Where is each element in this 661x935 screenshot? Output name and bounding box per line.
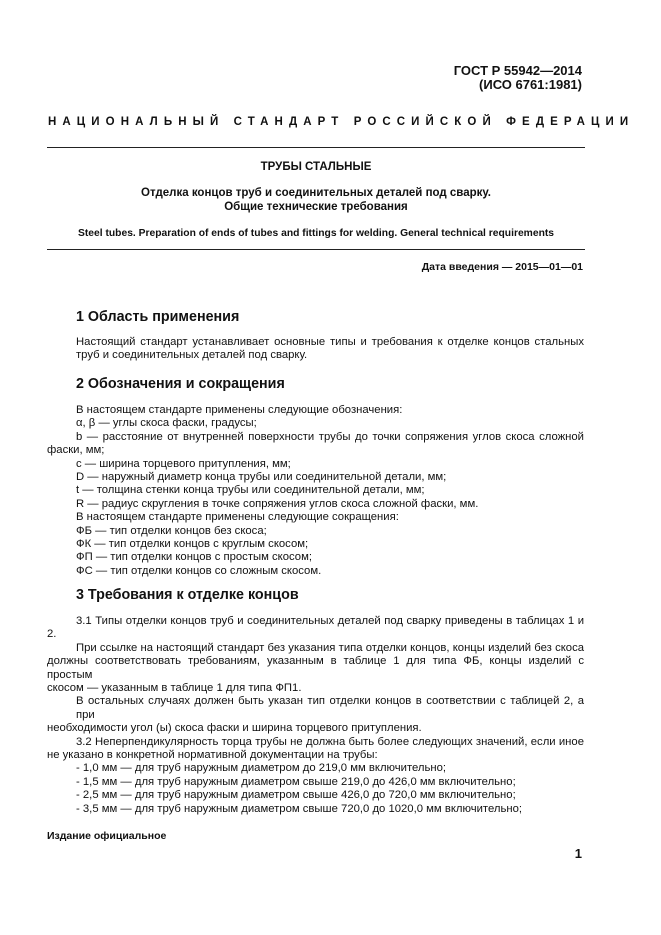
- section-3-line: При ссылке на настоящий стандарт без указания типа отделки концов, концы изделий без скоса: [76, 641, 584, 654]
- header-divider-top: [47, 147, 585, 148]
- section-2-line: R — радиус скругления в точке сопряжения углов скоса сложной фаски, мм.: [76, 497, 479, 510]
- section-2-line: ФК — тип отделки концов с круглым скосом;: [76, 538, 309, 551]
- section-2-line: фаски, мм;: [47, 444, 105, 457]
- section-2-line: D — наружный диаметр конца трубы или соединительной детали, мм;: [76, 471, 447, 484]
- gost-number: ГОСТ Р 55942—2014: [453, 63, 582, 78]
- section-2-line: ФС — тип отделки концов со сложным скосом.: [76, 564, 322, 577]
- section-3-line: скосом — указанным в таблице 1 для типа ФП1.: [47, 682, 302, 695]
- section-2-body: [47, 404, 584, 578]
- iso-number: (ИСО 6761:1981): [479, 77, 582, 92]
- section-3-line: 3.1 Типы отделки концов труб и соединительных деталей под сварку приведены в таблицах 1 и: [76, 615, 584, 627]
- section-1-paragraph-text: Настоящий стандарт устанавливает основные типы и требования к отделке концов стальных труб и соединительных деталей под сварку.: [76, 336, 584, 362]
- header-divider-bottom: [47, 249, 585, 250]
- section-3-body: [47, 615, 584, 816]
- section-1-paragraph: [76, 336, 584, 363]
- page-number: 1: [574, 846, 582, 861]
- document-subtitle-line-2: Общие технические требования: [224, 201, 408, 213]
- section-2-line: В настоящем стандарте применены следующие обозначения:: [76, 404, 403, 416]
- section-2-line: В настоящем стандарте применены следующие сокращения:: [76, 511, 399, 524]
- section-3-line: не указано в конкретной нормативной документации на трубы:: [47, 749, 378, 762]
- document-subtitle-line-1: Отделка концов труб и соединительных деталей под сварку.: [141, 187, 491, 199]
- section-2-line: t — толщина стенки конца трубы или соединительной детали, мм;: [76, 484, 425, 497]
- english-title: Steel tubes. Preparation of ends of tubes and fittings for welding. General technical requirements: [77, 228, 555, 239]
- section-2-line: ФП — тип отделки концов с простым скосом;: [76, 551, 312, 564]
- official-edition-label: Издание официальное: [47, 830, 167, 842]
- document-title: ТРУБЫ СТАЛЬНЫЕ: [260, 161, 372, 173]
- introduction-date: Дата введения — 2015—01—01: [421, 261, 583, 273]
- section-2-line: c — ширина торцевого притупления, мм;: [76, 457, 291, 470]
- section-3-line: 3.2 Неперпендикулярность торца трубы не должна быть более следующих значений, если иное: [76, 735, 584, 748]
- section-3-line: - 1,5 мм — для труб наружным диаметром свыше 219,0 до 426,0 мм включительно;: [76, 775, 516, 788]
- section-3-line: необходимости угол (ы) скоса фаски и ширина торцевого притупления.: [47, 722, 422, 735]
- section-2-line: b — расстояние от внутренней поверхности трубы до точки сопряжения углов скоса сложной: [76, 430, 584, 443]
- section-1-text: [76, 336, 584, 363]
- section-2-line: α, β — углы скоса фаски, градусы;: [76, 417, 257, 430]
- section-2-heading: 2 Обозначения и сокращения: [76, 376, 285, 392]
- section-3-line: В остальных случаях должен быть указан тип отделки концов в соответствии с таблицей 2, а при: [76, 695, 584, 721]
- section-3-line: - 1,0 мм — для труб наружным диаметром до 219,0 мм включительно;: [76, 762, 447, 775]
- section-3-line: - 3,5 мм — для труб наружным диаметром свыше 720,0 до 1020,0 мм включительно;: [76, 802, 522, 815]
- section-1-heading: 1 Область применения: [76, 309, 240, 325]
- section-3-line: 2.: [47, 628, 57, 641]
- national-standard-banner: НАЦИОНАЛЬНЫЙ СТАНДАРТ РОССИЙСКОЙ ФЕДЕРАЦИИ: [48, 116, 635, 128]
- section-2-line: ФБ — тип отделки концов без скоса;: [76, 524, 267, 537]
- section-3-heading: 3 Требования к отделке концов: [76, 587, 299, 603]
- section-3-line: - 2,5 мм — для труб наружным диаметром свыше 426,0 до 720,0 мм включительно;: [76, 789, 516, 802]
- section-3-line: должны соответствовать требованиям, указанным в таблице 1 для типа ФБ, концы изделий с простым: [47, 655, 584, 681]
- document-number-block: [454, 64, 582, 92]
